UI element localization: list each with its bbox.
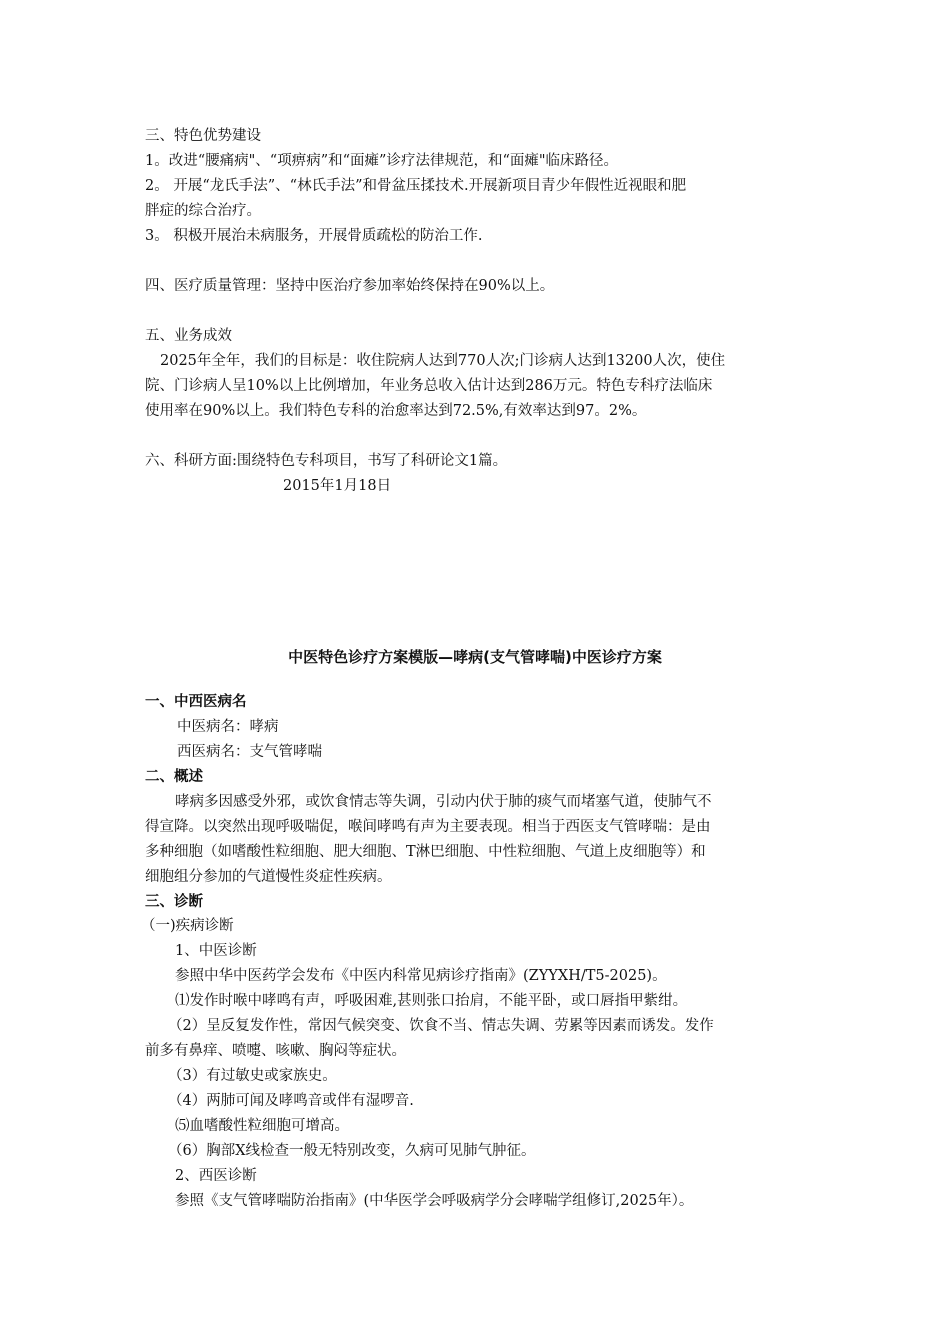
- overview-line-1: 哮病多因感受外邪，或饮食情志等失调，引动内伏于肺的痰气而堵塞气道，使肺气不: [175, 794, 712, 810]
- subheading-disease-diagnosis: （一)疾病诊断: [141, 918, 234, 934]
- criterion-4: （4）两肺可闻及哮鸣音或伴有湿啰音.: [168, 1093, 414, 1109]
- criterion-2: （2）呈反复发作性，常因气候突变、饮食不当、情志失调、劳累等因素而诱发。发作: [168, 1018, 714, 1034]
- overview-line-2: 得宣降。以突然出现呼吸喘促，喉间哮鸣有声为主要表现。相当于西医支气管哮喘：是由: [145, 819, 711, 835]
- section-heading-results: 五、业务成效: [145, 328, 232, 344]
- results-paragraph-line-2: 院、门诊病人呈10%以上比例增加，年业务总收入估计达到286万元。特色专科疗法临床: [145, 378, 713, 394]
- overview-line-3: 多种细胞（如嗜酸性粒细胞、肥大细胞、T淋巴细胞、中性粒细胞、气道上皮细胞等）和: [145, 844, 706, 860]
- feature-item-1: 1。改进“腰痛病"、“项痹病”和“面瘫”诊疗法律规范，和“面瘫"临床路径。: [145, 153, 619, 169]
- plan-heading-diagnosis: 三、诊断: [145, 894, 203, 910]
- criterion-5: ⑸血嗜酸性粒细胞可增高。: [175, 1118, 349, 1134]
- section-research: 六、科研方面:围绕特色专科项目，书写了科研论文1篇。: [145, 453, 508, 469]
- plan-title: 中医特色诊疗方案模版—哮病(支气管哮喘)中医诊疗方案: [288, 648, 662, 666]
- wm-reference: 参照《支气管哮喘防治指南》(中华医学会呼吸病学分会哮喘学组修订,2025年）。: [175, 1193, 694, 1209]
- subheading-wm-diagnosis: 2、西医诊断: [175, 1168, 257, 1184]
- feature-item-3: 3。 积极开展治未病服务，开展骨质疏松的防治工作.: [145, 228, 483, 244]
- subheading-tcm-diagnosis: 1、中医诊断: [175, 943, 257, 959]
- feature-item-2-cont: 胖症的综合治疗。: [145, 203, 261, 219]
- results-paragraph-line-1: 2025年全年，我们的目标是：收住院病人达到770人次;门诊病人达到13200人次，使住: [160, 353, 726, 369]
- wm-disease-name: 西医病名：支气管哮喘: [177, 744, 322, 760]
- plan-heading-names: 一、中西医病名: [145, 694, 247, 710]
- criterion-1: ⑴发作时喉中哮鸣有声，呼吸困难,甚则张口抬肩，不能平卧，或口唇指甲紫绀。: [175, 993, 688, 1009]
- criterion-3: （3）有过敏史或家族史。: [168, 1068, 337, 1084]
- section-heading-features: 三、特色优势建设: [145, 128, 261, 144]
- section-quality-management: 四、医疗质量管理：坚持中医治疗参加率始终保持在90%以上。: [145, 278, 555, 294]
- criterion-2-cont: 前多有鼻痒、喷嚏、咳嗽、胸闷等症状。: [145, 1043, 406, 1059]
- feature-item-2: 2。 开展“龙氏手法”、“林氏手法”和骨盆压揉技术.开展新项目青少年假性近视眼和肥: [145, 178, 687, 194]
- criterion-6: （6）胸部X线检查一般无特别改变，久病可见肺气肿征。: [168, 1143, 536, 1159]
- tcm-disease-name: 中医病名：哮病: [177, 719, 279, 735]
- tcm-reference: 参照中华中医药学会发布《中医内科常见病诊疗指南》(ZYYXH/T5-2025)。: [175, 968, 667, 984]
- plan-heading-overview: 二、概述: [145, 769, 203, 785]
- overview-line-4: 细胞组分参加的气道慢性炎症性疾病。: [145, 869, 392, 885]
- results-paragraph-line-3: 使用率在90%以上。我们特色专科的治愈率达到72.5%,有效率达到97。2%。: [145, 403, 647, 419]
- report-date: 2015年1月18日: [283, 478, 392, 494]
